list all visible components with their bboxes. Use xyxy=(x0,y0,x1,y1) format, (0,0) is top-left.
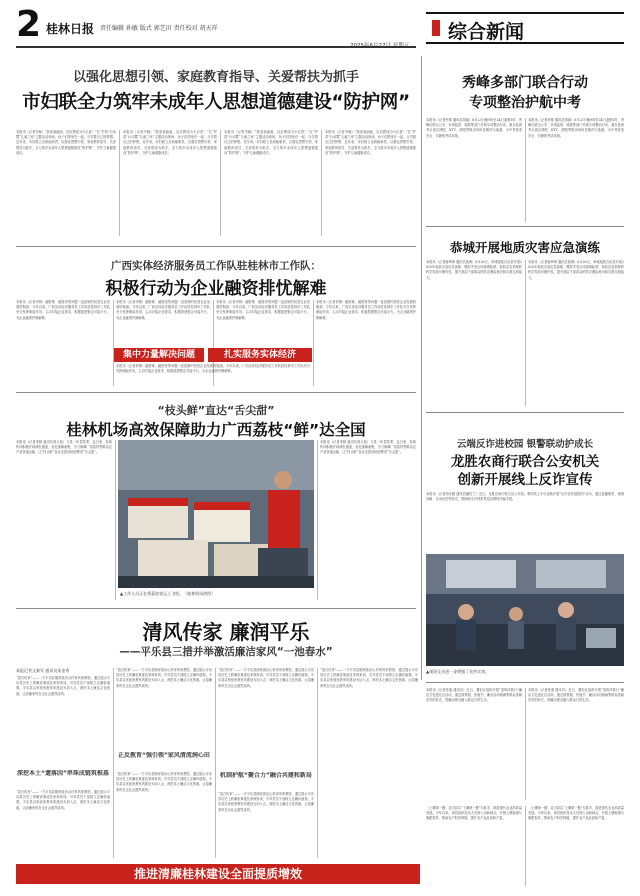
highlight-band-1: 集中力量解决问题 xyxy=(114,348,204,362)
feature-body-col4: “清白传家”——一方平乐县刚家族乐山村家风家教馆，通过展示平乐县历史上的廉吏事迹及家规家训，引导党员干部树立正确价值观。平乐县以家庭家教家风建设为切入点，深挖本土廉洁文化资源，让清廉家风在全社会蔚然成风。 xyxy=(320,668,418,688)
article-body-col3: 本报讯（记者李婧 通讯员蒋元旭）又是一年荔枝季。连日来，桂林机场积极开辟绿色通道，优化保障流程，全力保障广西荔枝等鲜活农产品快速运输，让“枝头鲜”直达全国各地消费者“舌尖甜”。 xyxy=(320,440,416,455)
xiufeng-article xyxy=(426,58,624,224)
article-kicker: “枝头鲜”直达“舌尖甜” xyxy=(157,404,275,417)
feature-body-col2b: “清白传家”——一方平乐县刚家族乐山村家风家教馆，通过展示平乐县历史上的廉吏事迹及家规家训，引导党员干部树立正确价值观。平乐县以家庭家教家风建设为切入点，深挖本土廉洁文化资源，让清廉家风在全社会蔚然成风。 xyxy=(116,772,212,792)
masthead xyxy=(16,4,624,54)
article-headline-line2: 创新开展线上反诈宣传 xyxy=(457,472,593,488)
farm-note xyxy=(426,806,624,888)
article-headline: 秀峰多部门联合行动 xyxy=(462,75,588,91)
article-body: 本报讯（记者李婧 通讯员胡丽）6月23日晚9时至24日凌晨1时，秀峰区联合公安、市场监管、城管等部门开展专项整治行动，重点检查考点周边网吧、KTV、酒吧等娱乐场所及噪声污染源，为中考营造安全、安静的考试环境。 xyxy=(426,118,522,138)
lychee-article xyxy=(16,396,416,606)
article-body-col2b: 本报讯（记者李婧）融资难、融资贵等问题一直是制约民营企业发展的瓶颈。今年以来，广西实体经济服务员工作队驻桂林市工作队充分发挥职能作用，主动对接企业需求，积极搭建银企对接平台，为企业融资纾困解难。 xyxy=(116,364,310,374)
article-headline: 龙胜农商行联合公安机关 xyxy=(450,454,600,470)
feature-headline: 清风传家 廉润平乐 xyxy=(142,620,310,644)
bottom-banner: 推进清廉桂林建设全面提质增效 xyxy=(16,864,420,884)
feature-body-col3: “清白传家”——一方平乐县刚家族乐山村家风家教馆，通过展示平乐县历史上的廉吏事迹及家规家训，引导党员干部树立正确价值观。平乐县以家庭家教家风建设为切入点，深挖本土廉洁文化资源，让清廉家风在全社会蔚然成风。 xyxy=(218,668,314,688)
longsheng-bank-article xyxy=(426,416,624,678)
women-federation-article xyxy=(16,58,416,244)
photo-caption: ▲工作人员正在将荔枝装运上飞机。（桂林机场供图） xyxy=(120,591,216,596)
highlight-band-2: 扎实服务实体经济 xyxy=(208,348,312,362)
gongcheng-drill-article xyxy=(426,230,624,410)
article-body-col2: 本报讯（记者韦婉）“我喜欢画画，以后想成为小记者！”在“护苗”行动暨“儿童之家”主题活动现场，孩子们围坐在一起，分享着自己的梦想。近年来，市妇联立足职能职责，以强化思想引领、家庭教育指导、关爱帮扶为抓手，全力筑牢未成年人思想道德建设“防护网”，守护儿童健康成长。 xyxy=(123,130,217,155)
article-body-col4: 本报讯（记者李婧）融资难、融资贵等问题一直是制约民营企业发展的瓶颈。今年以来，广西实体经济服务员工作队驻桂林市工作队充分发挥职能作用，主动对接企业需求，积极搭建银企对接平台，为企业融资纾困解难。 xyxy=(316,300,416,320)
article-headline-line2: 专项整治护航中考 xyxy=(469,95,581,111)
section-label xyxy=(426,12,624,44)
article-kicker: 以强化思想引领、家庭教育指导、关爱帮扶为抓手 xyxy=(72,70,359,85)
article-kicker: 云端反诈进校园 银警联动护成长 xyxy=(456,439,594,450)
article-body-col2: 〔土壤第一题〕灵川县以“土壤第一题”为抓手，推进现代农业高质量发展。今年以来，该县组织技术人员深入田间地头，开展土壤检测与施肥指导，帮助农户科学种植，提升农产品品质和产量。 xyxy=(528,806,624,821)
financing-article xyxy=(16,250,416,390)
article-body-col2: 本报讯（记者李婧 通讯员胡丽）6月23日晚9时至24日凌晨1时，秀峰区联合公安、市场监管、城管等部门开展专项整治行动，重点检查考点周边网吧、KTV、酒吧等娱乐场所及噪声污染源，为中考营造安全、安静的考试环境。 xyxy=(528,118,624,138)
article-body: 本报讯（记者唐琦琦 通讯员莫海）6月26日，恭城瑶族自治县开展2025年地质灾害应急演练，模拟突发山体滑坡险情，检验应急预案的科学性和可操作性，提升基层干部群众的防灾避险意识和自救互救能力。 xyxy=(426,260,522,280)
feature-body-col2: “清白传家”——一方平乐县刚家族乐山村家风家教馆，通过展示平乐县历史上的廉吏事迹及家规家训，引导党员干部树立正确价值观。平乐县以家庭家教家风建设为切入点，深挖本土廉洁文化资源，让清廉家风在全社会蔚然成风。 xyxy=(116,668,212,688)
section-title: 综合新闻 xyxy=(448,21,525,43)
article-body-col2: 本报讯（记者张迪 通讯员）近日，叠彩区组织开展“清风伴我行”廉洁文化进社区活动，通过情景剧、快板书、廉洁诗词朗诵等群众喜闻乐见的形式，将廉洁理念融入群众日常生活。 xyxy=(528,688,624,703)
article-body: 本报讯（记者李婧 通讯员蒋元旭）又是一年荔枝季。连日来，桂林机场积极开辟绿色通道，优化保障流程，全力保障广西荔枝等鲜活农产品快速运输，让“枝头鲜”直达全国各地消费者“舌尖甜”。 xyxy=(16,440,112,455)
feature-article xyxy=(16,612,420,888)
feature-body: “清白传家”——一方平乐县刚家族乐山村家风家教馆，通过展示平乐县历史上的廉吏事迹及家规家训，引导党员干部树立正确价值观。平乐县以家庭家教家风建设为切入点，深挖本土廉洁文化资源，让清廉家风在全社会蔚然成风。 xyxy=(16,676,110,696)
article-body: 本报讯（记者张迪 通讯员）近日，叠彩区组织开展“清风伴我行”廉洁文化进社区活动，通过情景剧、快板书、廉洁诗词朗诵等群众喜闻乐见的形式，将廉洁理念融入群众日常生活。 xyxy=(426,688,522,703)
article-kicker: 广西实体经济服务员工作队驻桂林市工作队： xyxy=(111,260,321,272)
page-number: 2 xyxy=(16,4,42,45)
article-body-col3: 本报讯（记者韦婉）“我喜欢画画，以后想成为小记者！”在“护苗”行动暨“儿童之家”主题活动现场，孩子们围坐在一起，分享着自己的梦想。近年来，市妇联立足职能职责，以强化思想引领、家庭教育指导、关爱帮扶为抓手，全力筑牢未成年人思想道德建设“防护网”，守护儿童健康成长。 xyxy=(224,130,318,155)
feature-side-heading-3: 机制护航“聚合力”融合共建和新局 xyxy=(220,772,312,779)
article-body-col3: 本报讯（记者李婧）融资难、融资贵等问题一直是制约民营企业发展的瓶颈。今年以来，广西实体经济服务员工作队驻桂林市工作队充分发挥职能作用，主动对接企业需求，积极搭建银企对接平台，为企业融资纾困解难。 xyxy=(216,300,310,320)
feature-subheadline: ——平乐县三措并举激活廉洁家风“一池春水” xyxy=(119,646,333,658)
article-body: 本报讯（记者胡永健 通讯员潘桂兰）近日，龙胜农商行联合县公安局，利用线上平台创新开展“反诈宣传进校园”活动，通过直播课堂、案例讲解、互动问答等形式，帮助师生识别常见电信网络诈骗手段。 xyxy=(426,492,624,502)
byline: 本报记者文新军 通讯员朱金秀 xyxy=(16,668,70,673)
article-body: 本报讯（记者李婧）融资难、融资贵等问题一直是制约民营企业发展的瓶颈。今年以来，广西实体经济服务员工作队驻桂林市工作队充分发挥职能作用，主动对接企业需求，积极搭建银企对接平台，为企业融资纾困解难。 xyxy=(16,300,110,320)
article-body: 本报讯（记者韦婉）“我喜欢画画，以后想成为小记者！”在“护苗”行动暨“儿童之家”主题活动现场，孩子们围坐在一起，分享着自己的梦想。近年来，市妇联立足职能职责，以强化思想引领、家庭教育指导、关爱帮扶为抓手，全力筑牢未成年人思想道德建设“防护网”，守护儿童健康成长。 xyxy=(16,130,116,155)
feature-body-col1b: “清白传家”——一方平乐县刚家族乐山村家风家教馆，通过展示平乐县历史上的廉吏事迹及家规家训，引导党员干部树立正确价值观。平乐县以家庭家教家风建设为切入点，深挖本土廉洁文化资源，让清廉家风在全社会蔚然成风。 xyxy=(16,790,110,810)
photo-caption: ▲现场互动进一步增强了宣传实效。 xyxy=(426,669,490,674)
editor-line: 责任编辑 孙敏 版式 郭艺田 责任校对 胡天祥 xyxy=(100,25,218,32)
article-body-col2: 本报讯（记者李婧）融资难、融资贵等问题一直是制约民营企业发展的瓶颈。今年以来，广西实体经济服务员工作队驻桂林市工作队充分发挥职能作用，主动对接企业需求，积极搭建银企对接平台，为企业融资纾困解难。 xyxy=(116,300,210,320)
feature-side-heading-1: 深挖本土“遗落因”串珠成链筑根基 xyxy=(17,770,109,777)
lychee-photo xyxy=(118,440,314,588)
paper-name: 桂林日报 xyxy=(46,22,95,36)
article-body-col4: 本报讯（记者韦婉）“我喜欢画画，以后想成为小记者！”在“护苗”行动暨“儿童之家”主题活动现场，孩子们围坐在一起，分享着自己的梦想。近年来，市妇联立足职能职责，以强化思想引领、家庭教育指导、关爱帮扶为抓手，全力筑牢未成年人思想道德建设“防护网”，守护儿童健康成长。 xyxy=(325,130,416,155)
feature-body-col3b: “清白传家”——一方平乐县刚家族乐山村家风家教馆，通过展示平乐县历史上的廉吏事迹及家规家训，引导党员干部树立正确价值观。平乐县以家庭家教家风建设为切入点，深挖本土廉洁文化资源，让清廉家风在全社会蔚然成风。 xyxy=(218,792,314,812)
article-headline: 恭城开展地质灾害应急演练 xyxy=(449,240,600,255)
article-body-col2: 本报讯（记者唐琦琦 通讯员莫海）6月26日，恭城瑶族自治县开展2025年地质灾害应急演练，模拟突发山体滑坡险情，检验应急预案的科学性和可操作性，提升基层干部群众的防灾避险意识和自救互救能力。 xyxy=(528,260,624,280)
bank-photo xyxy=(426,554,624,666)
article-headline: 积极行动为企业融资排忧解难 xyxy=(105,279,327,299)
article-headline: 市妇联全力筑牢未成年人思想道德建设“防护网” xyxy=(22,92,410,113)
article-headline: 桂林机场高效保障助力广西荔枝“鲜”达全国 xyxy=(66,421,366,439)
right-bottom-article xyxy=(426,686,624,804)
feature-side-heading-2: 正反教育“强引领”家风清流润心田 xyxy=(118,752,210,759)
article-body: 〔土壤第一题〕灵川县以“土壤第一题”为抓手，推进现代农业高质量发展。今年以来，该县组织技术人员深入田间地头，开展土壤检测与施肥指导，帮助农户科学种植，提升农产品品质和产量。 xyxy=(426,806,522,821)
